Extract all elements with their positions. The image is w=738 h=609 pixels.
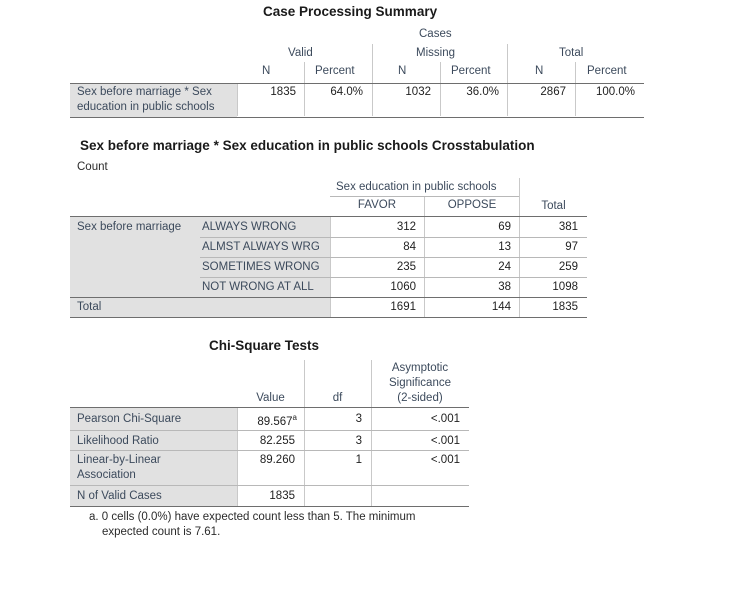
crosstab-total-cell: 1835 bbox=[552, 301, 578, 313]
summary-missing-n: 1032 bbox=[405, 86, 431, 98]
missing-header: Missing bbox=[416, 47, 455, 59]
summary-valid-percent: 64.0% bbox=[330, 86, 363, 98]
crosstab-cell: 381 bbox=[558, 221, 578, 233]
crosstab-col-oppose: OPPOSE bbox=[447, 199, 497, 211]
chi-row-label: N of Valid Cases bbox=[77, 490, 162, 502]
chi-row-label: Pearson Chi-Square bbox=[77, 413, 182, 425]
chi-footnote-line2: expected count is 7.61. bbox=[102, 526, 221, 538]
col-valid-percent: Percent bbox=[315, 65, 355, 77]
col-total-percent: Percent bbox=[587, 65, 627, 77]
chi-footnote-line1: a. 0 cells (0.0%) have expected count less than 5. The minimum bbox=[89, 511, 416, 523]
chi-sig-cell: <.001 bbox=[430, 435, 460, 447]
chi-row-label: Likelihood Ratio bbox=[77, 435, 159, 447]
col-missing-percent: Percent bbox=[451, 65, 491, 77]
summary-missing-percent: 36.0% bbox=[466, 86, 499, 98]
crosstab-title: Sex before marriage * Sex education in public schools Crosstabulation bbox=[80, 138, 535, 153]
valid-header: Valid bbox=[288, 47, 313, 59]
crosstab-col-total: Total bbox=[541, 200, 566, 212]
total-header: Total bbox=[559, 47, 584, 59]
col-valid-n: N bbox=[262, 65, 271, 77]
chi-col-sig-line2: Significance bbox=[388, 377, 451, 389]
chi-col-sig-line1: Asymptotic bbox=[391, 362, 449, 374]
crosstab-row-label: ALWAYS WRONG bbox=[202, 221, 297, 233]
crosstab-cell: 13 bbox=[498, 241, 511, 253]
crosstab-cell: 97 bbox=[565, 241, 578, 253]
crosstab-cell: 84 bbox=[403, 241, 416, 253]
chi-df-cell: 3 bbox=[355, 413, 362, 425]
chi-df-cell: 1 bbox=[355, 454, 362, 466]
crosstab-count-label: Count bbox=[77, 161, 108, 173]
chi-value-cell bbox=[237, 413, 297, 428]
chi-title: Chi-Square Tests bbox=[209, 338, 320, 353]
chi-col-value: Value bbox=[256, 392, 285, 404]
chi-sig-cell: <.001 bbox=[430, 413, 460, 425]
crosstab-cell: 312 bbox=[396, 221, 416, 233]
crosstab-total-cell: 1691 bbox=[390, 301, 416, 313]
chi-value-cell: 1835 bbox=[269, 490, 295, 502]
crosstab-row-label: SOMETIMES WRONG bbox=[202, 261, 320, 273]
crosstab-cell: 1060 bbox=[390, 281, 416, 293]
crosstab-total-label: Total bbox=[77, 301, 102, 313]
crosstab-cell: 24 bbox=[498, 261, 511, 273]
crosstab-cell: 69 bbox=[498, 221, 511, 233]
crosstab-col-favor: FAVOR bbox=[357, 199, 397, 211]
chi-value-cell: 82.255 bbox=[259, 435, 295, 447]
chi-col-sig-line3: (2-sided) bbox=[397, 392, 443, 404]
chi-footnote-marker: a bbox=[292, 413, 297, 422]
crosstab-row-label: NOT WRONG AT ALL bbox=[202, 281, 314, 293]
cases-header: Cases bbox=[419, 28, 452, 40]
chi-value-cell: 89.260 bbox=[259, 454, 295, 466]
crosstab-cell: 235 bbox=[396, 261, 416, 273]
crosstab-cell: 1098 bbox=[552, 281, 578, 293]
chi-sig-cell: <.001 bbox=[430, 454, 460, 466]
chi-df-cell: 3 bbox=[355, 435, 362, 447]
crosstab-row-var: Sex before marriage bbox=[77, 221, 182, 233]
chi-value-text: 89.567 bbox=[257, 415, 293, 428]
summary-total-n: 2867 bbox=[540, 86, 566, 98]
col-total-n: N bbox=[535, 65, 544, 77]
chi-col-df: df bbox=[332, 392, 343, 404]
col-missing-n: N bbox=[398, 65, 407, 77]
chi-row-label-line2: Association bbox=[77, 469, 136, 481]
crosstab-total-cell: 144 bbox=[491, 301, 511, 313]
chi-row-label-line1: Linear-by-Linear bbox=[77, 454, 161, 466]
summary-total-percent: 100.0% bbox=[595, 86, 635, 98]
summary-valid-n: 1835 bbox=[270, 86, 296, 98]
crosstab-row-label: ALMST ALWAYS WRG bbox=[202, 241, 320, 253]
crosstab-col-group: Sex education in public schools bbox=[336, 181, 497, 193]
crosstab-total-bg bbox=[70, 298, 330, 317]
crosstab-cell: 38 bbox=[498, 281, 511, 293]
case-summary-title: Case Processing Summary bbox=[263, 4, 438, 19]
summary-row-label-line2: education in public schools bbox=[77, 101, 215, 113]
crosstab-cell: 259 bbox=[558, 261, 578, 273]
summary-row-label-line1: Sex before marriage * Sex bbox=[77, 86, 212, 98]
